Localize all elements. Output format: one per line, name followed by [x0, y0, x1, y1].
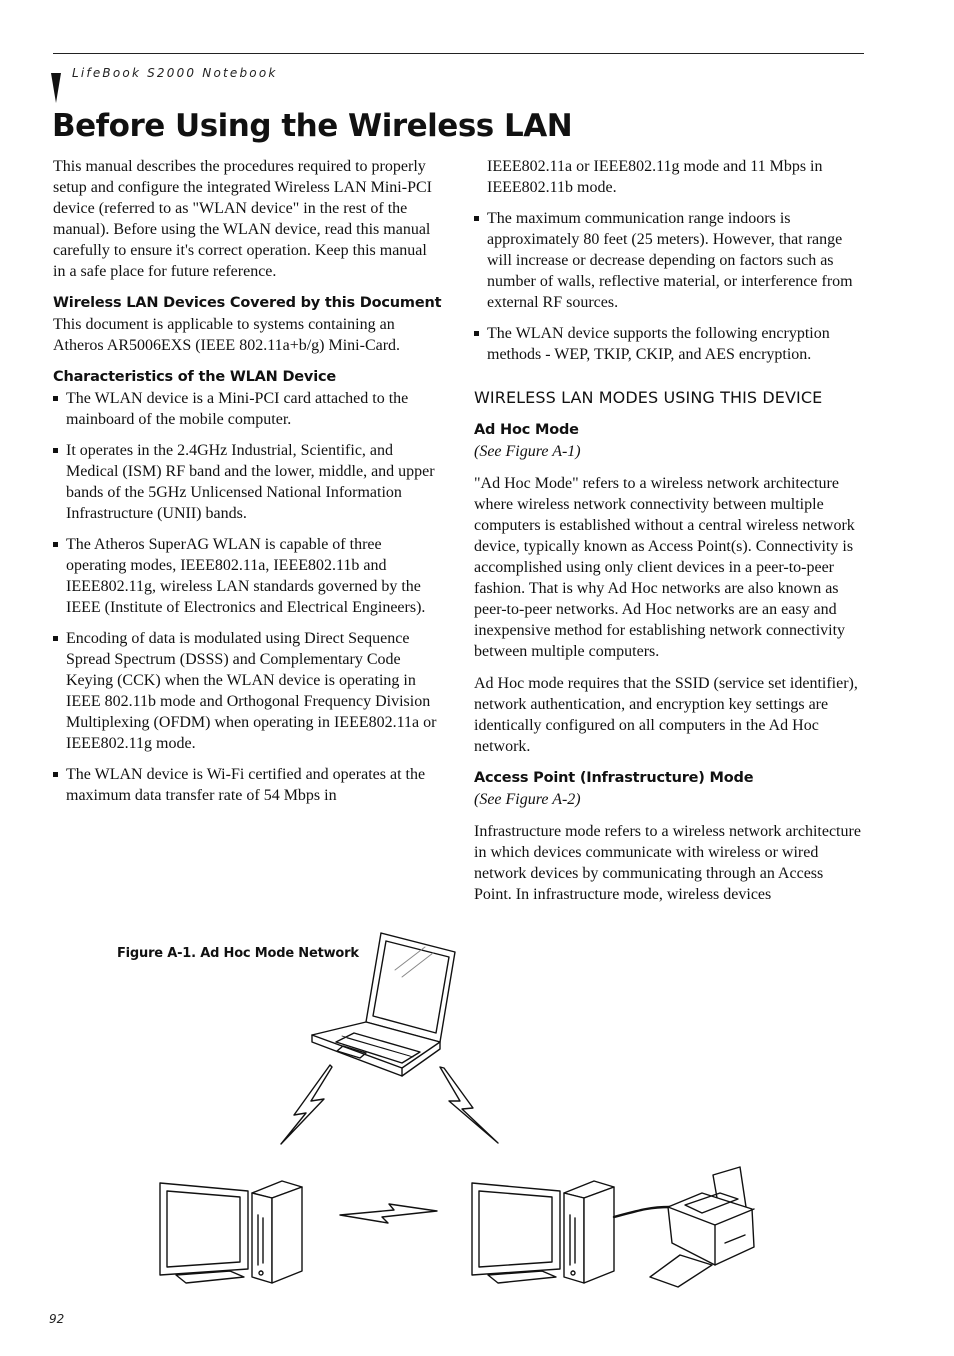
- access-point-paragraph: Infrastructure mode refers to a wireless network architecture in which devices communicate with wireless or wired network devices by communicating through an Access Point. In infrastructure mode, wireless devices: [474, 823, 861, 903]
- list-item-continuation: IEEE802.11a or IEEE802.11g mode and 11 Mbps in IEEE802.11b mode.: [487, 158, 823, 196]
- list-item-text: The WLAN device supports the following encryption methods - WEP, TKIP, CKIP, and AES encryption.: [487, 325, 830, 363]
- bullet-icon: [53, 396, 58, 401]
- devices-heading: Wireless LAN Devices Covered by this Document: [53, 295, 442, 311]
- list-item-text: The Atheros SuperAG WLAN is capable of three operating modes, IEEE802.11a, IEEE802.11b and IEEE802.11g, wireless LAN standards governed by the IEEE (Institute of Electronics and Electrical Engineers).: [66, 536, 426, 616]
- left-column: [53, 156, 443, 816]
- access-point-heading: Access Point (Infrastructure) Mode: [474, 770, 754, 786]
- running-head: LifeBook S2000 Notebook: [72, 66, 278, 80]
- bullet-icon: [53, 772, 58, 777]
- printer-icon: [650, 1167, 754, 1287]
- list-item-text: Encoding of data is modulated using Direct Sequence Spread Spectrum (DSSS) and Complementary Code Keying (CCK) when the WLAN device is operating in IEEE 802.11b mode and Orthogonal Frequency Division Multiplexing (OFDM) when operating in IEEE802.11a or IEEE802.11g mode.: [66, 630, 437, 752]
- bullet-icon: [474, 331, 479, 336]
- wireless-signal-icon: [440, 1067, 498, 1143]
- right-column: [474, 156, 864, 916]
- bullet-icon: [53, 542, 58, 547]
- header-tab-marker: [51, 73, 61, 103]
- header-rule: [53, 53, 864, 54]
- list-item-text: It operates in the 2.4GHz Industrial, Scientific, and Medical (ISM) RF band and the lower, middle, and upper bands of the 5GHz Unlicensed National Information Infrastructure (UNII) bands.: [66, 442, 435, 522]
- list-item: [474, 208, 864, 313]
- bullet-icon: [474, 216, 479, 221]
- list-item-text: The WLAN device is a Mini-PCI card attached to the mainboard of the mobile computer.: [66, 390, 409, 428]
- list-item: [53, 628, 443, 754]
- access-point-figure-ref: (See Figure A-2): [474, 791, 581, 808]
- figure-caption: Figure A-1. Ad Hoc Mode Network: [117, 946, 359, 961]
- adhoc-figure-ref: (See Figure A-1): [474, 443, 581, 460]
- page-title: Before Using the Wireless LAN: [52, 108, 573, 144]
- desktop-computer-icon: [160, 1181, 302, 1283]
- list-item: [53, 440, 443, 524]
- devices-paragraph: This document is applicable to systems containing an Atheros AR5006EXS (IEEE 802.11a+b/g) Mini-Card.: [53, 316, 401, 354]
- wireless-signal-icon: [340, 1204, 437, 1223]
- intro-paragraph: This manual describes the procedures required to properly setup and configure the integrated Wireless LAN Mini-PCI device (referred to as "WLAN device" in the rest of the manual). Before using the WLAN device, read this manual carefully to ensure it's correct operation. Keep this manual in a safe place for future reference.: [53, 158, 432, 280]
- adhoc-paragraph-1: "Ad Hoc Mode" refers to a wireless network architecture where wireless network connectivity between multiple computers is established without a central wireless network device, typically known as Access Point(s). Connectivity is accomplished using only client devices in a peer-to-peer fashion. That is why Ad Hoc networks are also known as peer-to-peer networks. Ad Hoc networks are an easy and inexpensive method for establishing network connectivity between multiple computers.: [474, 475, 855, 660]
- wireless-signal-icon: [281, 1065, 332, 1144]
- adhoc-paragraph-2: Ad Hoc mode requires that the SSID (service set identifier), network authentication, and encryption key settings are identically configured on all computers in the Ad Hoc network.: [474, 675, 858, 755]
- bullet-icon: [53, 448, 58, 453]
- adhoc-heading: Ad Hoc Mode: [474, 422, 579, 438]
- ad-hoc-network-figure: [140, 925, 780, 1295]
- modes-heading: WIRELESS LAN MODES USING THIS DEVICE: [474, 388, 823, 407]
- list-item: [53, 764, 443, 806]
- desktop-computer-icon: [472, 1181, 614, 1283]
- list-item: [53, 388, 443, 430]
- list-item-text: The WLAN device is Wi-Fi certified and operates at the maximum data transfer rate of 54 Mbps in: [66, 766, 426, 804]
- characteristics-heading: Characteristics of the WLAN Device: [53, 369, 336, 385]
- list-item: [53, 534, 443, 618]
- page-number: 92: [49, 1312, 65, 1326]
- list-item-text: The maximum communication range indoors is approximately 80 feet (25 meters). However, that range will increase or decrease depending on factors such as number of walls, reflective material, or interference from external RF sources.: [487, 210, 853, 311]
- list-item: [474, 323, 864, 365]
- laptop-icon: [312, 933, 455, 1076]
- bullet-icon: [53, 636, 58, 641]
